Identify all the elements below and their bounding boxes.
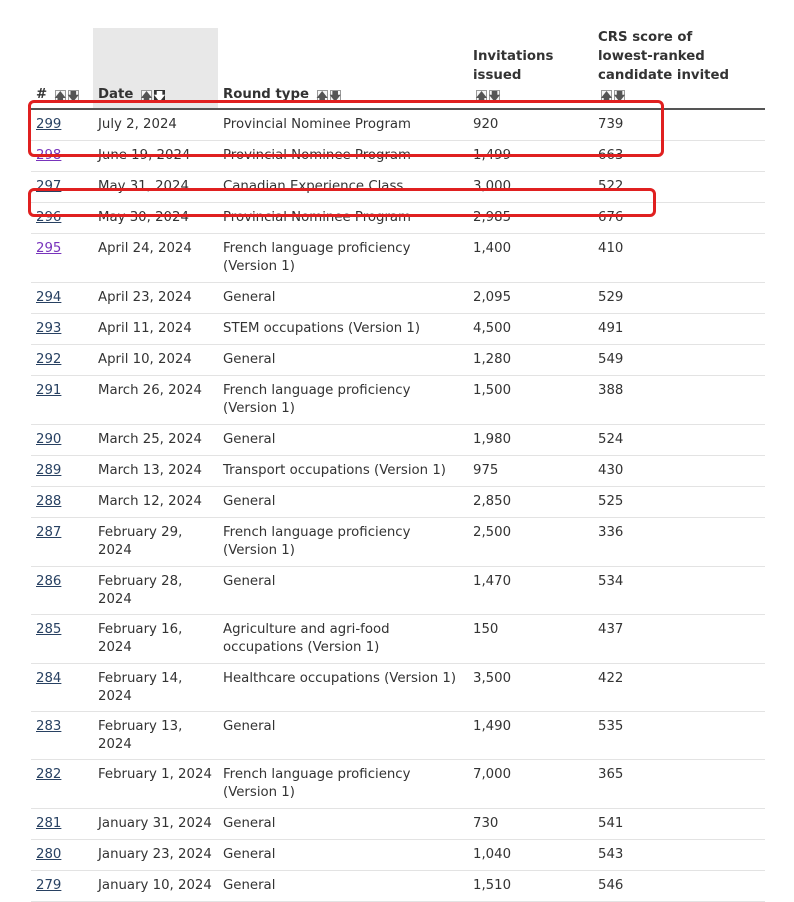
table-row	[31, 376, 765, 425]
cell-num	[31, 203, 93, 234]
cell-date: February 14, 2024	[93, 664, 218, 712]
header-num-label: #	[36, 87, 48, 102]
draw-number-link[interactable]: 294	[36, 290, 62, 305]
cell-invitations: 975	[468, 456, 593, 487]
arrow-up-icon[interactable]: 🡅	[140, 90, 153, 103]
draw-number-link[interactable]: 288	[36, 494, 62, 509]
cell-date: February 28, 2024	[93, 567, 218, 615]
cell-date: February 13, 2024	[93, 712, 218, 760]
draw-number-link[interactable]: 285	[36, 622, 62, 637]
cell-invitations: 3,000	[468, 172, 593, 203]
table-row	[31, 487, 765, 518]
draw-number-link[interactable]: 279	[36, 878, 62, 893]
cell-invitations: 1,500	[468, 376, 593, 425]
cell-round-type: General	[218, 283, 468, 314]
cell-invitations: 2,095	[468, 283, 593, 314]
arrow-up-icon[interactable]: 🡅	[54, 90, 66, 103]
table-row	[31, 518, 765, 567]
cell-invitations: 1,040	[468, 840, 593, 871]
table-row	[31, 840, 765, 871]
cell-num	[31, 712, 93, 760]
cell-round-type: Provincial Nominee Program	[218, 203, 468, 234]
cell-num	[31, 615, 93, 664]
draw-number-link[interactable]: 280	[36, 847, 62, 862]
cell-round-type: Provincial Nominee Program	[218, 109, 468, 141]
cell-invitations: 1,510	[468, 871, 593, 902]
cell-date: March 26, 2024	[93, 376, 218, 425]
header-invitations-label: Invitations issued	[473, 49, 554, 83]
cell-num	[31, 425, 93, 456]
header-row	[31, 28, 765, 109]
cell-round-type: French language proficiency (Version 1)	[218, 518, 468, 567]
cell-crs: 676	[593, 203, 765, 234]
cell-invitations: 920	[468, 109, 593, 141]
cell-crs: 546	[593, 871, 765, 902]
cell-round-type: Canadian Experience Class	[218, 172, 468, 203]
cell-num	[31, 283, 93, 314]
cell-num	[31, 345, 93, 376]
arrow-down-icon[interactable]: 🡇	[488, 90, 501, 103]
cell-num	[31, 487, 93, 518]
draw-number-link[interactable]: 291	[36, 383, 62, 398]
header-round-type	[218, 28, 468, 109]
cell-date: February 1, 2024	[93, 760, 218, 809]
header-date	[93, 28, 218, 109]
arrow-down-icon[interactable]: 🡇	[329, 90, 341, 103]
cell-num	[31, 809, 93, 840]
table-row	[31, 109, 765, 141]
cell-round-type: General	[218, 871, 468, 902]
cell-num	[31, 314, 93, 345]
cell-round-type: Provincial Nominee Program	[218, 141, 468, 172]
cell-invitations: 2,500	[468, 518, 593, 567]
cell-invitations: 2,850	[468, 487, 593, 518]
draw-number-link[interactable]: 297	[36, 179, 62, 194]
draw-number-link[interactable]: 287	[36, 525, 62, 540]
cell-num	[31, 109, 93, 141]
header-crs-label: CRS score of lowest-ranked candidate invited	[598, 30, 730, 83]
arrow-up-icon[interactable]: 🡅	[316, 90, 328, 103]
cell-date: April 24, 2024	[93, 234, 218, 283]
crs-sort-controls	[601, 90, 625, 103]
arrow-up-icon[interactable]: 🡅	[475, 90, 488, 103]
draw-number-link[interactable]: 296	[36, 210, 62, 225]
invitations-sort-controls	[476, 90, 500, 103]
cell-invitations: 3,500	[468, 664, 593, 712]
draw-number-link[interactable]: 299	[36, 117, 62, 132]
cell-round-type: General	[218, 487, 468, 518]
cell-num	[31, 840, 93, 871]
cell-round-type: Transport occupations (Version 1)	[218, 456, 468, 487]
cell-crs: 388	[593, 376, 765, 425]
cell-invitations: 730	[468, 809, 593, 840]
cell-crs: 430	[593, 456, 765, 487]
table-row	[31, 712, 765, 760]
header-num	[31, 28, 93, 109]
cell-crs: 534	[593, 567, 765, 615]
cell-invitations: 1,499	[468, 141, 593, 172]
cell-invitations: 1,400	[468, 234, 593, 283]
cell-date: February 16, 2024	[93, 615, 218, 664]
table-row	[31, 234, 765, 283]
cell-crs: 365	[593, 760, 765, 809]
cell-invitations: 2,985	[468, 203, 593, 234]
header-round-type-label: Round type	[223, 87, 310, 102]
cell-num	[31, 376, 93, 425]
draw-number-link[interactable]: 281	[36, 816, 62, 831]
header-invitations	[468, 28, 593, 109]
cell-invitations: 1,470	[468, 567, 593, 615]
cell-date: May 30, 2024	[93, 203, 218, 234]
arrow-down-icon[interactable]: 🡇	[153, 90, 166, 103]
draw-number-link[interactable]: 284	[36, 671, 62, 686]
cell-crs: 535	[593, 712, 765, 760]
cell-num	[31, 172, 93, 203]
cell-crs: 524	[593, 425, 765, 456]
cell-round-type: French language proficiency (Version 1)	[218, 760, 468, 809]
cell-crs: 336	[593, 518, 765, 567]
cell-invitations: 7,000	[468, 760, 593, 809]
cell-crs: 491	[593, 314, 765, 345]
cell-num	[31, 518, 93, 567]
table-row	[31, 172, 765, 203]
draw-number-link[interactable]: 293	[36, 321, 62, 336]
cell-date: June 19, 2024	[93, 141, 218, 172]
num-sort-controls	[55, 90, 79, 103]
table-row	[31, 809, 765, 840]
header-date-label: Date	[98, 87, 134, 102]
cell-crs: 525	[593, 487, 765, 518]
cell-crs: 663	[593, 141, 765, 172]
cell-round-type: STEM occupations (Version 1)	[218, 314, 468, 345]
table-row	[31, 141, 765, 172]
round-type-sort-controls	[317, 90, 341, 103]
cell-round-type: General	[218, 567, 468, 615]
cell-crs: 543	[593, 840, 765, 871]
cell-date: April 23, 2024	[93, 283, 218, 314]
cell-round-type: Agriculture and agri-food occupations (Version 1)	[218, 615, 468, 664]
cell-date: January 23, 2024	[93, 840, 218, 871]
cell-crs: 410	[593, 234, 765, 283]
table-header	[31, 28, 765, 109]
cell-num	[31, 871, 93, 902]
cell-num	[31, 760, 93, 809]
cell-date: January 10, 2024	[93, 871, 218, 902]
cell-round-type: General	[218, 809, 468, 840]
draw-number-link[interactable]: 283	[36, 719, 62, 734]
cell-invitations: 150	[468, 615, 593, 664]
cell-date: March 12, 2024	[93, 487, 218, 518]
arrow-down-icon[interactable]: 🡇	[613, 90, 626, 103]
table-row	[31, 615, 765, 664]
table-row	[31, 567, 765, 615]
draw-number-link[interactable]: 286	[36, 574, 62, 589]
arrow-down-icon[interactable]: 🡇	[67, 90, 79, 103]
cell-crs: 522	[593, 172, 765, 203]
table-body	[31, 109, 765, 902]
header-crs	[593, 28, 765, 109]
draw-number-link[interactable]: 295	[36, 241, 62, 256]
cell-invitations: 4,500	[468, 314, 593, 345]
cell-date: April 11, 2024	[93, 314, 218, 345]
cell-crs: 437	[593, 615, 765, 664]
draws-table	[31, 28, 765, 902]
cell-round-type: General	[218, 345, 468, 376]
cell-crs: 529	[593, 283, 765, 314]
table-row	[31, 283, 765, 314]
draw-number-link[interactable]: 282	[36, 767, 62, 782]
cell-num	[31, 567, 93, 615]
table-row	[31, 345, 765, 376]
cell-round-type: French language proficiency (Version 1)	[218, 234, 468, 283]
cell-round-type: General	[218, 425, 468, 456]
cell-date: January 31, 2024	[93, 809, 218, 840]
cell-date: April 10, 2024	[93, 345, 218, 376]
cell-date: February 29, 2024	[93, 518, 218, 567]
draw-number-link[interactable]: 298	[36, 148, 62, 163]
cell-date: May 31, 2024	[93, 172, 218, 203]
draws-table-container	[31, 28, 765, 902]
table-row	[31, 760, 765, 809]
cell-invitations: 1,280	[468, 345, 593, 376]
cell-invitations: 1,980	[468, 425, 593, 456]
cell-crs: 549	[593, 345, 765, 376]
cell-round-type: General	[218, 712, 468, 760]
cell-crs: 739	[593, 109, 765, 141]
arrow-up-icon[interactable]: 🡅	[600, 90, 613, 103]
table-row	[31, 314, 765, 345]
cell-date: March 13, 2024	[93, 456, 218, 487]
cell-round-type: General	[218, 840, 468, 871]
cell-date: March 25, 2024	[93, 425, 218, 456]
date-sort-controls	[141, 90, 165, 103]
table-row	[31, 456, 765, 487]
cell-crs: 541	[593, 809, 765, 840]
cell-num	[31, 664, 93, 712]
table-row	[31, 871, 765, 902]
cell-num	[31, 234, 93, 283]
table-row	[31, 664, 765, 712]
cell-round-type: Healthcare occupations (Version 1)	[218, 664, 468, 712]
cell-crs: 422	[593, 664, 765, 712]
cell-invitations: 1,490	[468, 712, 593, 760]
draw-number-link[interactable]: 289	[36, 463, 62, 478]
cell-round-type: French language proficiency (Version 1)	[218, 376, 468, 425]
cell-num	[31, 141, 93, 172]
draw-number-link[interactable]: 290	[36, 432, 62, 447]
draw-number-link[interactable]: 292	[36, 352, 62, 367]
cell-date: July 2, 2024	[93, 109, 218, 141]
table-row	[31, 425, 765, 456]
table-row	[31, 203, 765, 234]
cell-num	[31, 456, 93, 487]
